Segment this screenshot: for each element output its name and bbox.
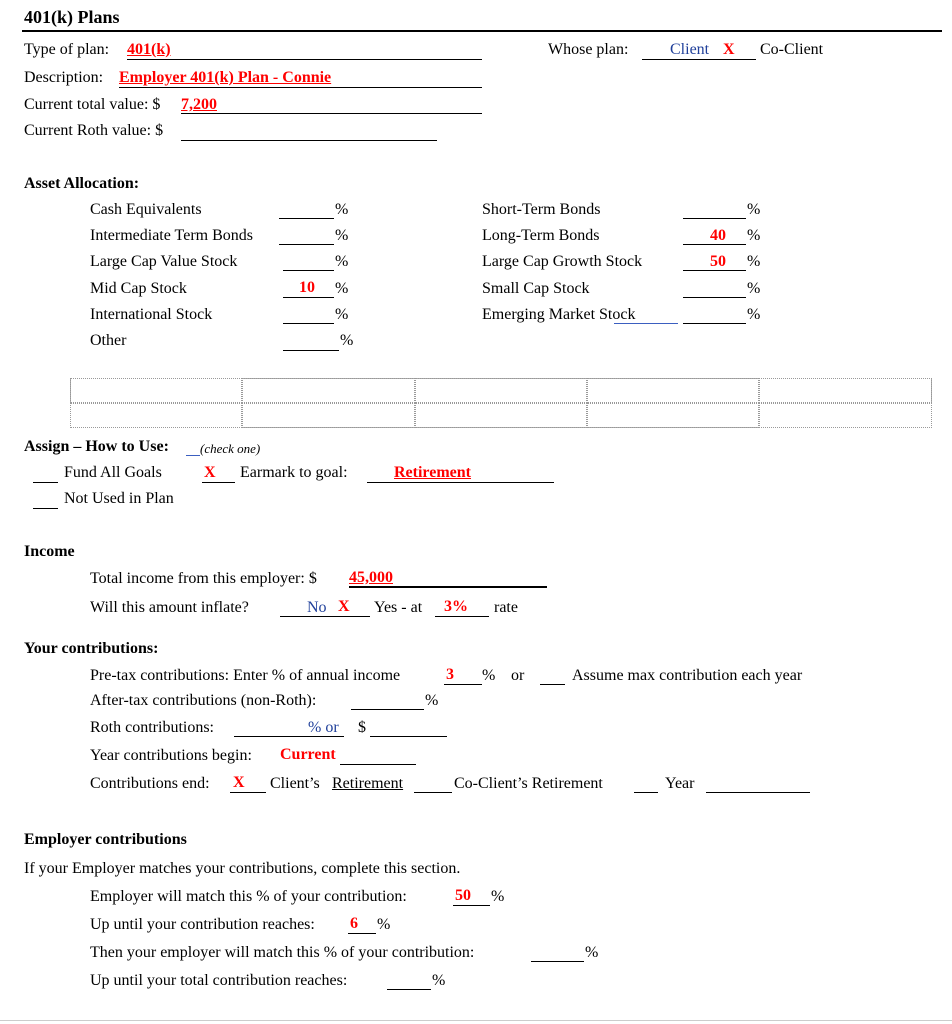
- rate-value: 3%: [444, 598, 468, 615]
- income-total-line: [349, 586, 547, 588]
- alloc-pct: %: [747, 280, 761, 297]
- earmark-label: Earmark to goal:: [240, 464, 348, 481]
- roth-value-label: Current Roth value: $: [24, 122, 164, 139]
- fund-all-label: Fund All Goals: [64, 464, 162, 481]
- max-contribution-label: Assume max contribution each year: [572, 667, 803, 684]
- alloc-pct: %: [747, 227, 761, 244]
- grid-cell: [70, 378, 242, 403]
- aftertax-input[interactable]: [351, 709, 424, 710]
- until-total-pct: %: [432, 972, 446, 989]
- year-label: Year: [665, 775, 695, 792]
- income-total-label: Total income from this employer: $: [90, 570, 317, 587]
- roth-dollar-input[interactable]: [370, 736, 447, 737]
- page-bottom-rule: [0, 1020, 952, 1021]
- until-total-input[interactable]: [387, 989, 431, 990]
- earmark-checkbox[interactable]: [202, 482, 235, 483]
- alloc-input-short-bonds[interactable]: [683, 218, 746, 219]
- total-value-line: [181, 113, 482, 114]
- income-total-value[interactable]: 45,000: [349, 569, 393, 586]
- coclient-label: Co-Client: [760, 41, 824, 58]
- whose-plan-line: [642, 59, 756, 60]
- alloc-pct: %: [335, 201, 349, 218]
- total-value-value[interactable]: 7,200: [181, 96, 217, 113]
- not-used-checkbox[interactable]: [33, 508, 58, 509]
- rate-line[interactable]: [435, 616, 489, 617]
- until-total-label: Up until your total contribution reaches:: [90, 972, 348, 989]
- check-one-note: (check one): [200, 441, 261, 456]
- employer-intro: If your Employer matches your contributions, complete this section.: [24, 860, 461, 877]
- roth-value-input[interactable]: [181, 140, 437, 141]
- coclient-retirement-label: Co-Client’s Retirement: [454, 775, 603, 792]
- year-checkbox[interactable]: [634, 792, 658, 793]
- alloc-label-small-cap: Small Cap Stock: [482, 280, 590, 297]
- type-of-plan-line: [127, 59, 482, 60]
- alloc-label-international: International Stock: [90, 306, 213, 323]
- assign-heading: Assign – How to Use:: [24, 438, 169, 455]
- end-label: Contributions end:: [90, 775, 210, 792]
- description-label: Description:: [24, 69, 104, 86]
- roth-dollar-label: $: [358, 719, 366, 736]
- client-retirement-label: Client’s: [270, 775, 320, 792]
- emerging-underline: [614, 323, 678, 324]
- alloc-label-intermediate: Intermediate Term Bonds: [90, 227, 253, 244]
- employer-heading: Employer contributions: [24, 831, 187, 848]
- end-client-checkbox[interactable]: [230, 792, 266, 793]
- alloc-input-large-value[interactable]: [283, 270, 334, 271]
- description-line: [119, 87, 482, 88]
- alloc-value-long-bonds: 40: [710, 227, 726, 244]
- match-value: 50: [455, 887, 471, 904]
- roth-contrib-label: Roth contributions:: [90, 719, 214, 736]
- or-label: or: [511, 667, 525, 684]
- client-mark[interactable]: X: [723, 41, 735, 58]
- end-client-mark: X: [233, 774, 245, 791]
- type-of-plan-label: Type of plan:: [24, 41, 110, 58]
- coclient-retirement-checkbox[interactable]: [414, 792, 452, 793]
- alloc-pct: %: [335, 280, 349, 297]
- grid-cell: [587, 378, 759, 403]
- alloc-pct: %: [747, 253, 761, 270]
- then-pct: %: [585, 944, 599, 961]
- match-label: Employer will match this % of your contribution:: [90, 888, 407, 905]
- alloc-label-long-bonds: Long-Term Bonds: [482, 227, 600, 244]
- begin-value[interactable]: Current: [280, 746, 336, 763]
- alloc-label-large-value: Large Cap Value Stock: [90, 253, 238, 270]
- pretax-label: Pre-tax contributions: Enter % of annual income: [90, 667, 401, 684]
- aftertax-pct: %: [425, 692, 439, 709]
- pretax-suffix: %: [482, 667, 496, 684]
- then-input[interactable]: [531, 961, 584, 962]
- alloc-input-international[interactable]: [283, 323, 334, 324]
- alloc-input-midcap[interactable]: [283, 297, 334, 298]
- alloc-label-cash: Cash Equivalents: [90, 201, 202, 218]
- not-used-label: Not Used in Plan: [64, 490, 174, 507]
- whose-plan-label: Whose plan:: [548, 41, 629, 58]
- title-rule: [22, 30, 942, 32]
- grid-cell: [759, 403, 932, 428]
- income-heading: Income: [24, 543, 75, 560]
- alloc-pct: %: [335, 227, 349, 244]
- match-line[interactable]: [453, 905, 490, 906]
- alloc-input-emerging[interactable]: [683, 323, 746, 324]
- alloc-value-large-growth: 50: [710, 253, 726, 270]
- until-label: Up until your contribution reaches:: [90, 916, 315, 933]
- alloc-pct: %: [340, 332, 354, 349]
- inflate-no-label: No: [307, 599, 327, 616]
- alloc-input-large-growth[interactable]: [683, 270, 746, 271]
- alloc-pct: %: [335, 253, 349, 270]
- aftertax-label: After-tax contributions (non-Roth):: [90, 692, 317, 709]
- alloc-label-large-growth: Large Cap Growth Stock: [482, 253, 643, 270]
- page-title: 401(k) Plans: [24, 7, 120, 27]
- begin-line: [340, 764, 416, 765]
- pretax-line[interactable]: [444, 684, 482, 685]
- inflate-label: Will this amount inflate?: [90, 599, 249, 616]
- grid-cell: [242, 403, 415, 428]
- until-pct: %: [377, 916, 391, 933]
- grid-cell: [242, 378, 415, 403]
- grid-cell: [415, 378, 587, 403]
- client-retirement-word: Retirement: [332, 775, 404, 792]
- contributions-heading: Your contributions:: [24, 640, 159, 657]
- inflate-no-mark[interactable]: X: [338, 598, 350, 615]
- alloc-pct: %: [335, 306, 349, 323]
- alloc-pct: %: [747, 306, 761, 323]
- fund-all-checkbox[interactable]: [33, 482, 58, 483]
- alloc-label-short-bonds: Short-Term Bonds: [482, 201, 601, 218]
- grid-cell: [70, 403, 242, 428]
- client-label: Client: [670, 41, 710, 58]
- total-value-label: Current total value: $: [24, 96, 161, 113]
- grid-cell: [759, 378, 932, 403]
- until-line[interactable]: [348, 933, 376, 934]
- until-value: 6: [350, 915, 358, 932]
- max-contribution-checkbox[interactable]: [540, 684, 565, 685]
- earmark-goal-value: Retirement: [394, 464, 471, 481]
- grid-cell: [415, 403, 587, 428]
- alloc-value-midcap: 10: [299, 279, 315, 296]
- pretax-value: 3: [446, 666, 454, 683]
- alloc-input-cash[interactable]: [279, 218, 334, 219]
- alloc-label-emerging: Emerging Market Stock: [482, 306, 636, 323]
- grid-cell: [587, 403, 759, 428]
- alloc-input-other[interactable]: [283, 350, 339, 351]
- earmark-goal-line[interactable]: [367, 482, 554, 483]
- alloc-label-midcap: Mid Cap Stock: [90, 280, 187, 297]
- type-of-plan-value[interactable]: 401(k): [127, 41, 171, 58]
- roth-or-label: % or: [308, 719, 339, 736]
- roth-pct-input[interactable]: [234, 736, 344, 737]
- alloc-input-long-bonds[interactable]: [683, 244, 746, 245]
- inflate-yes-label: Yes - at: [374, 599, 423, 616]
- alloc-label-other: Other: [90, 332, 127, 349]
- asset-allocation-heading: Asset Allocation:: [24, 175, 140, 192]
- check-one-underline: [186, 455, 200, 456]
- alloc-input-small-cap[interactable]: [683, 297, 746, 298]
- then-label: Then your employer will match this % of your contribution:: [90, 944, 475, 961]
- description-value[interactable]: Employer 401(k) Plan - Connie: [119, 69, 332, 86]
- alloc-pct: %: [747, 201, 761, 218]
- match-pct: %: [491, 888, 505, 905]
- begin-label: Year contributions begin:: [90, 747, 252, 764]
- earmark-mark: X: [204, 464, 216, 481]
- inflate-no-line: [280, 616, 370, 617]
- rate-label: rate: [494, 599, 518, 616]
- year-input[interactable]: [706, 792, 810, 793]
- alloc-input-intermediate[interactable]: [279, 244, 334, 245]
